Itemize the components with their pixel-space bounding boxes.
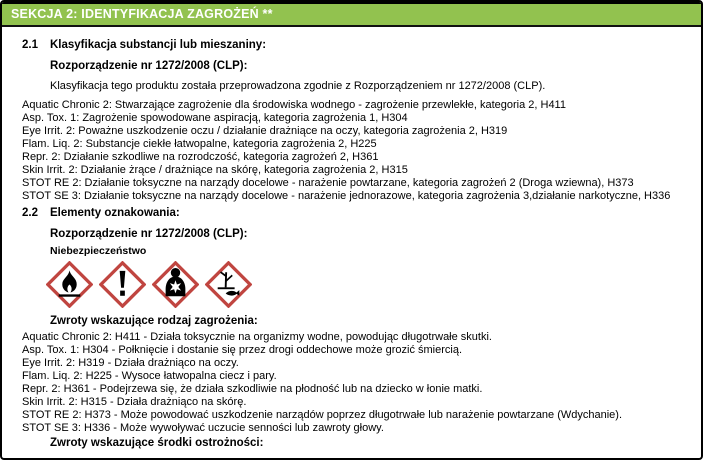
subsection-2-1-heading: [22, 38, 689, 52]
ghs-health-hazard-icon: [152, 261, 199, 308]
precautionary-statements-heading: Zwroty wskazujące środki ostrożności:: [50, 437, 264, 449]
ghs-pictogram-row: [46, 260, 689, 308]
classification-item: STOT SE 3: Działanie toksyczne na narządy docelowe - narażenie jednorazowe, kategoria zagrożenia 3,działanie narkotyczne, H336: [22, 190, 671, 202]
classification-item: Asp. Tox. 1: Zagrożenie spowodowane aspiracją, kategoria zagrożenia 1, H304: [22, 112, 408, 124]
classification-item: Flam. Liq. 2: Substancje ciekłe łatwopalne, kategoria zagrożenia 2, H225: [22, 138, 377, 150]
regulation-heading-2-2: Rozporządzenie nr 1272/2008 (CLP):: [50, 228, 248, 240]
subsection-number: 2.1: [22, 39, 38, 51]
hazard-statement: Aquatic Chronic 2: H411 - Działa toksycznie na organizmy wodne, powodując długotrwałe skutki.: [22, 331, 492, 343]
hazard-statement: Skin Irrit. 2: H315 - Działa drażniąco na skórę.: [22, 396, 247, 408]
signal-word: Niebezpieczeństwo: [50, 245, 147, 257]
section-header-bar: [2, 2, 701, 27]
hazard-statement: STOT SE 3: H336 - Może wywoływać uczucie senności lub zawroty głowy.: [22, 422, 384, 434]
section-header-title: SEKCJA 2: IDENTYFIKACJA ZAGROŻEŃ **: [11, 7, 273, 21]
hazard-statement: Flam. Liq. 2: H225 - Wysoce łatwopalna ciecz i pary.: [22, 370, 277, 382]
ghs-exclamation-icon: [99, 261, 146, 308]
classification-item: STOT RE 2: Działanie toksyczne na narządy docelowe - narażenie powtarzane, kategoria zagrożeń 2 (Droga wziewna), H373: [22, 177, 634, 189]
hazard-statement: Repr. 2: H361 - Podejrzewa się, że działa szkodliwie na płodność lub na dziecko w łonie matki.: [22, 383, 483, 395]
classification-item: Eye Irrit. 2: Poważne uszkodzenie oczu / działanie drażniące na oczy, kategoria zagrożenia 2, H319: [22, 125, 508, 137]
classification-item: Repr. 2: Działanie szkodliwe na rozrodczość, kategoria zagrożeń 2, H361: [22, 151, 379, 163]
classification-item: Skin Irrit. 2: Działanie żrące / drażniące na skórę, kategoria zagrożenia 2, H315: [22, 164, 408, 176]
hazard-statements-list: [22, 331, 689, 435]
subsection-title: Klasyfikacja substancji lub mieszaniny:: [50, 39, 267, 51]
classification-item: Aquatic Chronic 2: Stwarzające zagrożenie dla środowiska wodnego - zagrożenie przewlekłe, kategoria 2, H411: [22, 99, 566, 111]
classification-list: [22, 99, 689, 203]
subsection-number: 2.2: [22, 207, 38, 219]
section-content: [2, 27, 701, 450]
hazard-statement: Asp. Tox. 1: H304 - Połknięcie i dostanie się przez drogi oddechowe może grozić śmiercią.: [22, 344, 463, 356]
hazard-statement: Eye Irrit. 2: H319 - Działa drażniąco na oczy.: [22, 357, 239, 369]
ghs-environment-icon: [205, 261, 252, 308]
classification-intro: Klasyfikacja tego produktu została przeprowadzona zgodnie z Rozporządzeniem nr 1272/2008 (CLP).: [50, 80, 546, 92]
hazard-statements-heading: Zwroty wskazujące rodzaj zagrożenia:: [50, 315, 258, 327]
ghs-flame-icon: [46, 261, 93, 308]
regulation-heading-2-1: Rozporządzenie nr 1272/2008 (CLP):: [50, 60, 248, 72]
subsection-2-2-heading: [22, 206, 689, 220]
subsection-title: Elementy oznakowania:: [50, 207, 180, 219]
hazard-statement: STOT RE 2: H373 - Może powodować uszkodzenie narządów poprzez długotrwałe lub narażenie powtarzane (Wdychanie).: [22, 409, 623, 421]
